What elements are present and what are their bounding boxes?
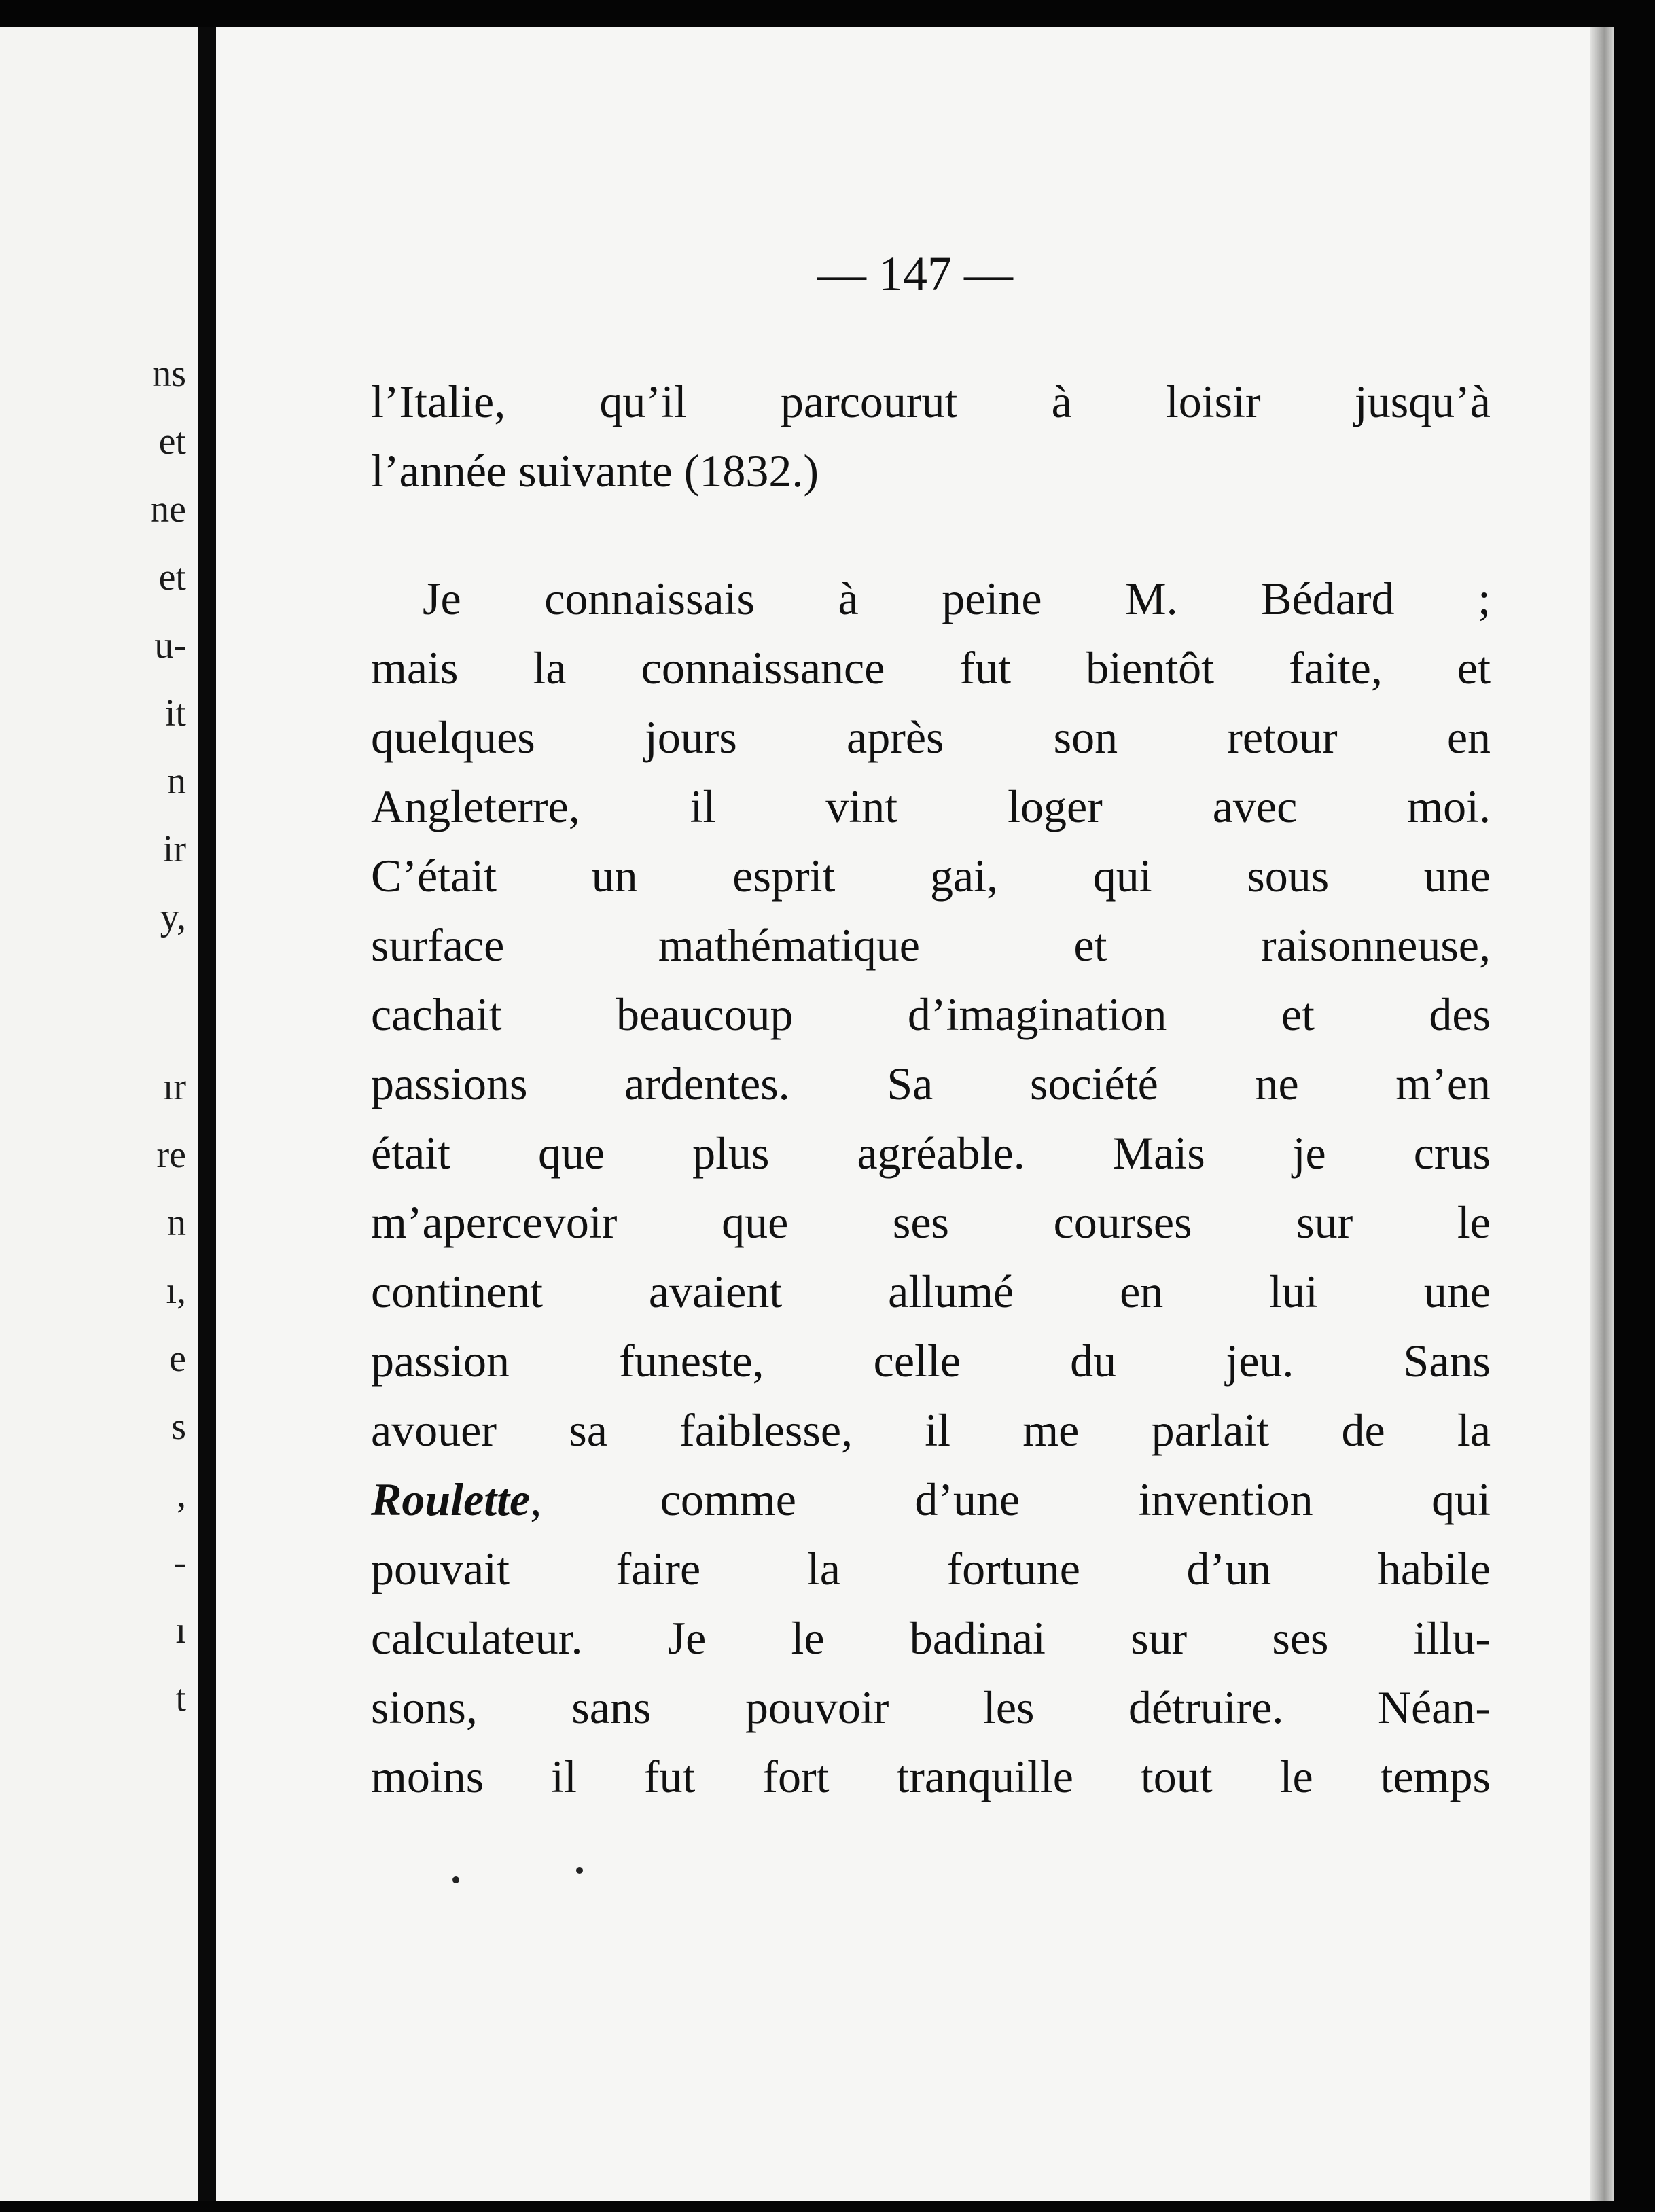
text-line: Je connaissais à peine M. Bédard ; — [423, 573, 1491, 624]
fragment-line: s — [171, 1406, 186, 1448]
text-line: mais la connaissance fut bientôt faite, et — [371, 642, 1491, 694]
fragment-line: ns — [152, 353, 186, 395]
text-line: calculateur. Je le badinai sur ses illu- — [371, 1612, 1491, 1664]
facing-page-text — [105, 340, 186, 1732]
book-page — [216, 27, 1614, 2201]
book-gutter — [198, 27, 216, 2201]
text-line: moins il fut fort tranquille tout le temps — [371, 1751, 1491, 1802]
fragment-line: ı — [175, 1609, 186, 1652]
italic-word: Roulette — [371, 1474, 531, 1525]
text-line: était que plus agréable. Mais je crus — [371, 1127, 1491, 1179]
fragment-line: ir — [162, 828, 186, 870]
text-line: pouvait faire la fortune d’un habile — [371, 1543, 1491, 1594]
fragment-line: ır — [162, 1066, 186, 1108]
text-line-with-italic — [371, 1465, 1491, 1534]
text-line: C’était un esprit gai, qui sous une — [371, 850, 1491, 902]
text-line: Angleterre, il vint loger avec moi. — [371, 781, 1491, 832]
body-text — [371, 367, 1491, 1811]
line-remainder: , comme d’une invention qui — [530, 1474, 1491, 1525]
fragment-line: ne — [150, 488, 186, 531]
text-line: sions, sans pouvoir les détruire. Néan- — [371, 1681, 1491, 1733]
fragment-line: , — [177, 1474, 186, 1516]
fragment-line: y, — [160, 896, 186, 938]
fragment-line: re — [156, 1134, 186, 1176]
text-line: continent avaient allumé en lui une — [371, 1266, 1491, 1317]
text-line: quelques jours après son retour en — [371, 711, 1491, 763]
ink-speck — [452, 1876, 459, 1883]
text-line: passions ardentes. Sa société ne m’en — [371, 1058, 1491, 1109]
text-line: l’année suivante (1832.) — [371, 445, 819, 497]
fragment-line: t — [175, 1677, 186, 1719]
text-line: surface mathématique et raisonneuse, — [371, 919, 1491, 971]
text-line: passion funeste, celle du jeu. Sans — [371, 1335, 1491, 1387]
text-line: cachait beaucoup d’imagination et des — [371, 988, 1491, 1040]
page-edge-shadow — [1590, 27, 1614, 2201]
text-line: avouer sa faiblesse, il me parlait de la — [371, 1404, 1491, 1456]
text-line: m’apercevoir que ses courses sur le — [371, 1196, 1491, 1248]
fragment-line: et — [158, 421, 186, 463]
fragment-line: it — [164, 692, 186, 734]
facing-page-fragment — [0, 27, 198, 2201]
fragment-line: et — [158, 556, 186, 599]
fragment-gap — [105, 951, 186, 1053]
fragment-line: e — [169, 1338, 186, 1380]
text-line: l’Italie, qu’il parcourut à loisir jusqu’à — [371, 376, 1491, 427]
page-number: — 147 — — [817, 247, 1013, 301]
fragment-line: ı, — [166, 1270, 186, 1312]
fragment-line: n — [167, 760, 186, 802]
ink-speck — [576, 1867, 583, 1874]
paragraph-break — [371, 505, 1491, 564]
fragment-line: n — [167, 1202, 186, 1244]
fragment-line: - — [173, 1541, 186, 1584]
fragment-line: u- — [154, 624, 186, 666]
